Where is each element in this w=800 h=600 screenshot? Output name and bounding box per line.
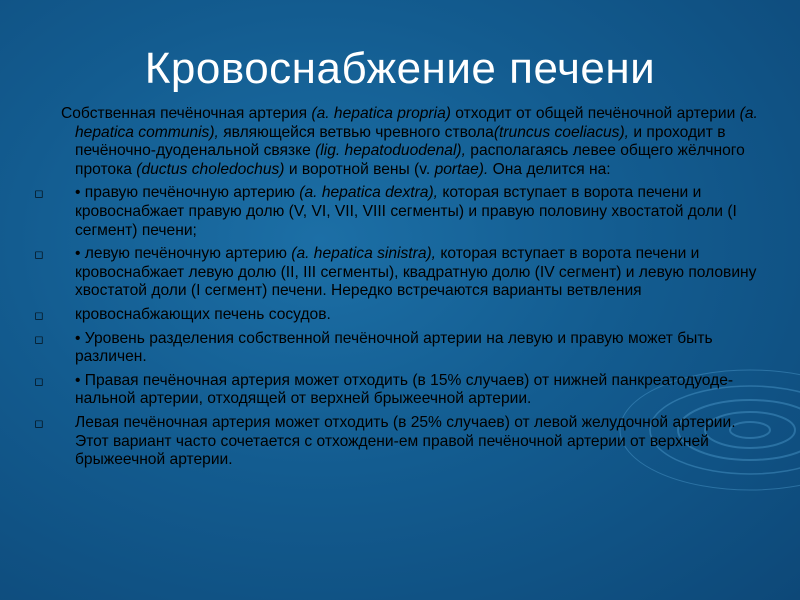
latin-term: (a. hepatica propria) <box>311 105 451 122</box>
bullet-marker-icon: ◻ <box>34 333 44 346</box>
latin-term: (a. hepatica dextra), <box>299 184 438 202</box>
slide-body <box>18 105 758 470</box>
bullet-item <box>18 330 758 367</box>
bullet-marker-icon: ◻ <box>34 188 44 201</box>
text-run: • Уровень разделения собственной печёночной артерии на левую и правую может быть различен. <box>75 329 713 366</box>
text-run: Она делится на: <box>488 160 611 178</box>
bullet-list <box>18 184 758 469</box>
intro-paragraph <box>18 105 758 179</box>
bullet-item <box>18 184 758 240</box>
text-run: и проходит в печёночно-дуоденальной связке <box>75 123 726 160</box>
text-run: • правую печёночную артерию <box>75 184 300 202</box>
bullet-item <box>18 414 758 470</box>
latin-term: (truncus coeliacus), <box>493 123 630 141</box>
text-run: • Правая печёночная артерия может отходить (в 15% случаев) от нижней панкреатодуоде-нальной артерии, отходящей от верхней брыжеечной артерии. <box>75 371 734 408</box>
text-run: и воротной вены (v. <box>284 160 435 178</box>
text-run: Собственная печёночная артерия <box>61 105 312 122</box>
latin-term: portae). <box>434 160 489 178</box>
text-run: Левая печёночная артерия может отходить (в 25% случаев) от левой желудочной артерии. Этот вариант часто сочетается с отхождени-ем правой печёночной артерии от верхней брыжеечной артерии. <box>75 413 736 469</box>
bullet-marker-icon: ◻ <box>34 309 44 322</box>
slide-title: Кровоснабжение печени <box>144 44 656 93</box>
text-run: являющейся ветвью чревного ствола <box>218 123 494 141</box>
text-run: • левую печёночную артерию <box>75 245 292 263</box>
latin-term: (a. hepatica communis), <box>75 105 758 141</box>
text-run: которая вступает в ворота печени и кровоснабжает правую долю (V, VI, VII, VIII сегменты) и правую половину хвостатой доли (I сегмент) печени; <box>75 184 737 239</box>
bullet-marker-icon: ◻ <box>34 249 44 262</box>
latin-term: (ductus choledochus) <box>136 160 285 178</box>
latin-term: (a. hepatica sinistra), <box>291 245 437 263</box>
bullet-item <box>18 245 758 301</box>
latin-term: (lig. hepatoduodenal), <box>315 142 466 160</box>
bullet-item <box>18 306 758 325</box>
bullet-marker-icon: ◻ <box>34 417 44 430</box>
text-run: располагаясь левее общего жёлчного протока <box>75 142 745 178</box>
text-run: отходит от общей печёночной артерии <box>450 105 740 122</box>
bullet-item <box>18 372 758 409</box>
text-run: кровоснабжающих печень сосудов. <box>75 305 331 323</box>
bullet-marker-icon: ◻ <box>34 375 44 388</box>
text-run: которая вступает в ворота печени и кровоснабжает левую долю (II, III сегменты), квадратную долю (IV сегмент) и левую половину хвостатой доли (I сегмент) печени. Нередко встречаются варианты ветвления <box>75 245 757 300</box>
